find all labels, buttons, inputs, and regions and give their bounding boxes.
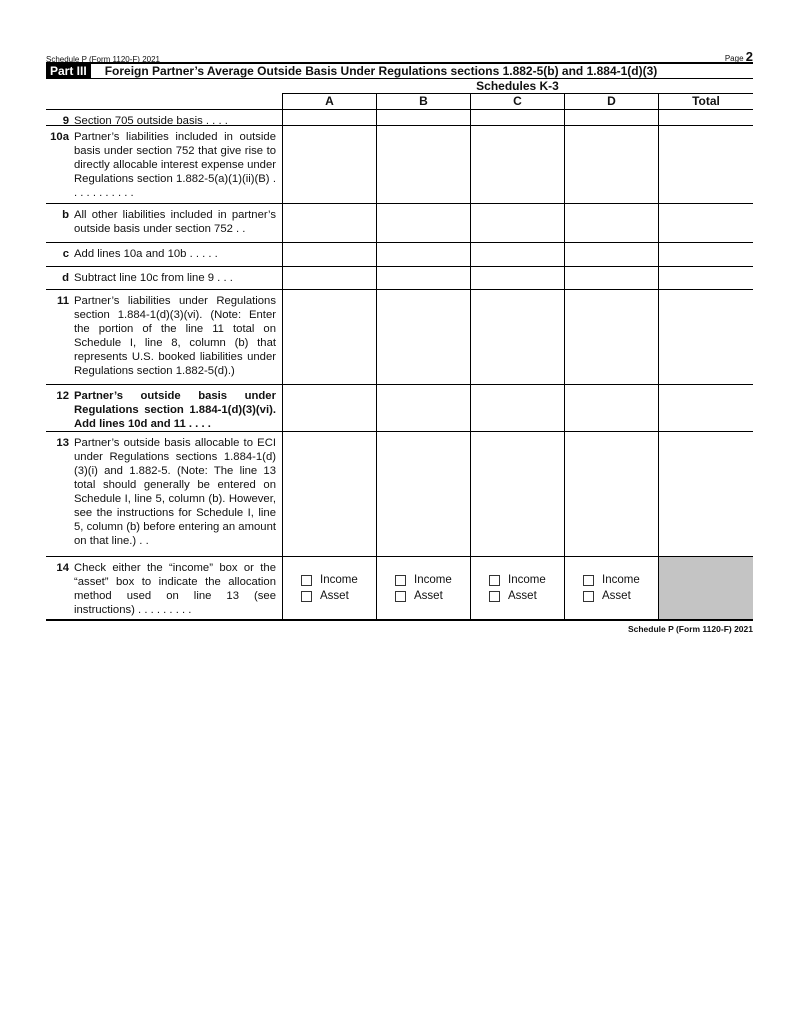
line-text: Check either the “income” box or the “asset” box to indicate the allocation method used on line 13 (see instructions) . . . . . . . . . bbox=[74, 562, 276, 616]
input-cell-b[interactable] bbox=[376, 267, 470, 289]
line-number: b bbox=[62, 209, 69, 221]
line-text: Partner’s liabilities under Regulations section 1.884-1(d)(3)(vi). (Note: Enter the portion of the line 11 total on Schedule I, line 8, column (b) that represents U.S. booked liabilities under Regulations section 1.882-5(d).) bbox=[74, 295, 276, 377]
input-cell-c[interactable] bbox=[470, 110, 564, 125]
line-label bbox=[46, 204, 282, 242]
income-checkbox-d[interactable]: Income bbox=[583, 574, 658, 586]
part-header bbox=[46, 62, 753, 79]
line-text: Partner’s outside basis under Regulations section 1.884-1(d)(3)(vi). Add lines 10d and 11 . . . . bbox=[74, 390, 276, 430]
line-label bbox=[46, 290, 282, 384]
input-cell-b[interactable] bbox=[376, 290, 470, 384]
input-cell-c[interactable] bbox=[470, 290, 564, 384]
input-cell-a[interactable] bbox=[282, 432, 376, 556]
input-cell-d[interactable] bbox=[564, 243, 658, 266]
method-cell-b bbox=[376, 557, 470, 619]
column-header-row bbox=[46, 94, 753, 110]
line-label bbox=[46, 432, 282, 556]
line-label bbox=[46, 126, 282, 203]
input-cell-d[interactable] bbox=[564, 126, 658, 203]
column-header-c: C bbox=[470, 94, 564, 109]
part-tag: Part III bbox=[46, 64, 91, 79]
input-cell-a[interactable] bbox=[282, 243, 376, 266]
line-number: 11 bbox=[57, 295, 69, 307]
income-checkbox-a[interactable]: Income bbox=[301, 574, 376, 586]
input-cell-total[interactable] bbox=[658, 432, 753, 556]
page-footer: Schedule P (Form 1120-F) 2021 bbox=[627, 624, 753, 634]
schedules-k3-header: Schedules K-3 bbox=[282, 79, 753, 94]
input-cell-total[interactable] bbox=[658, 243, 753, 266]
input-cell-c[interactable] bbox=[470, 385, 564, 431]
line-label bbox=[46, 557, 282, 619]
line-c-row bbox=[46, 243, 753, 267]
line-number: 13 bbox=[56, 437, 69, 449]
line-d-row bbox=[46, 267, 753, 290]
checkbox-icon[interactable] bbox=[395, 575, 406, 586]
line-text: Partner’s outside basis allocable to ECI under Regulations sections 1.884-1(d)(3)(i) and 1.882-5. (Note: The line 13 total should generally be entered on Schedule I, line 5, column (b). However, see the instructions for Schedule I, line 5, column (b) before entering an amount on that line.) . . bbox=[74, 437, 276, 547]
input-cell-b[interactable] bbox=[376, 110, 470, 125]
part-title: Foreign Partner’s Average Outside Basis Under Regulations sections 1.882-5(b) and 1.884-1(d)(3) bbox=[104, 64, 658, 78]
line-9-row bbox=[46, 110, 753, 126]
input-cell-d[interactable] bbox=[564, 432, 658, 556]
input-cell-c[interactable] bbox=[470, 432, 564, 556]
input-cell-a[interactable] bbox=[282, 126, 376, 203]
line-13-row bbox=[46, 432, 753, 557]
line-label bbox=[46, 385, 282, 431]
column-header-total: Total bbox=[658, 94, 753, 109]
line-number: 9 bbox=[62, 115, 69, 127]
line-14-row bbox=[46, 557, 753, 619]
asset-checkbox-b[interactable]: Asset bbox=[395, 590, 470, 602]
input-cell-total[interactable] bbox=[658, 290, 753, 384]
line-label bbox=[46, 110, 282, 125]
line-b-row bbox=[46, 204, 753, 243]
method-cell-a bbox=[282, 557, 376, 619]
input-cell-d[interactable] bbox=[564, 110, 658, 125]
column-header-d: D bbox=[564, 94, 658, 109]
input-cell-c[interactable] bbox=[470, 126, 564, 203]
line-number: c bbox=[62, 248, 69, 260]
checkbox-icon[interactable] bbox=[489, 591, 500, 602]
input-cell-total[interactable] bbox=[658, 204, 753, 242]
form-name: Schedule P (Form 1120-F) 2021 bbox=[46, 55, 160, 64]
line-number: 14 bbox=[56, 562, 69, 574]
page-number: 2 bbox=[745, 49, 753, 64]
checkbox-icon[interactable] bbox=[301, 591, 312, 602]
line-text: Subtract line 10c from line 9 . . . bbox=[74, 272, 233, 284]
input-cell-a[interactable] bbox=[282, 204, 376, 242]
input-cell-total[interactable] bbox=[658, 267, 753, 289]
line-12-row bbox=[46, 385, 753, 432]
checkbox-icon[interactable] bbox=[489, 575, 500, 586]
input-cell-total[interactable] bbox=[658, 126, 753, 203]
income-checkbox-b[interactable]: Income bbox=[395, 574, 470, 586]
asset-checkbox-c[interactable]: Asset bbox=[489, 590, 564, 602]
line-text: Section 705 outside basis . . . . bbox=[74, 115, 228, 127]
line-number: d bbox=[62, 272, 69, 284]
line-text: All other liabilities included in partner’s outside basis under section 752 . . bbox=[74, 209, 276, 235]
line-11-row bbox=[46, 290, 753, 385]
input-cell-total[interactable] bbox=[658, 385, 753, 431]
input-cell-c[interactable] bbox=[470, 204, 564, 242]
checkbox-icon[interactable] bbox=[395, 591, 406, 602]
input-cell-d[interactable] bbox=[564, 290, 658, 384]
line-label bbox=[46, 267, 282, 289]
input-cell-d[interactable] bbox=[564, 385, 658, 431]
line-text: Add lines 10a and 10b . . . . . bbox=[74, 248, 218, 260]
input-cell-b[interactable] bbox=[376, 126, 470, 203]
line-label bbox=[46, 243, 282, 266]
page-indicator: Page 2 bbox=[724, 49, 753, 64]
method-cell-c bbox=[470, 557, 564, 619]
form-table bbox=[46, 94, 753, 621]
input-cell-d[interactable] bbox=[564, 267, 658, 289]
income-checkbox-c[interactable]: Income bbox=[489, 574, 564, 586]
line-number: 12 bbox=[56, 390, 69, 402]
column-header-b: B bbox=[376, 94, 470, 109]
input-cell-total[interactable] bbox=[658, 110, 753, 125]
input-cell-b[interactable] bbox=[376, 432, 470, 556]
input-cell-b[interactable] bbox=[376, 243, 470, 266]
checkbox-icon[interactable] bbox=[301, 575, 312, 586]
input-cell-c[interactable] bbox=[470, 243, 564, 266]
line-number: 10a bbox=[50, 131, 69, 143]
column-header-a: A bbox=[282, 94, 376, 109]
line-text: Partner’s liabilities included in outside basis under section 752 that give rise to directly allocable interest expense under Regulations section 1.882-5(a)(1)(ii)(B) . . . . . . . . . . . bbox=[74, 131, 276, 199]
checkbox-icon[interactable] bbox=[583, 575, 594, 586]
shaded-cell-total bbox=[658, 557, 753, 619]
asset-checkbox-a[interactable]: Asset bbox=[301, 590, 376, 602]
line-10a-row bbox=[46, 126, 753, 204]
input-cell-a[interactable] bbox=[282, 110, 376, 125]
input-cell-a[interactable] bbox=[282, 290, 376, 384]
input-cell-a[interactable] bbox=[282, 385, 376, 431]
checkbox-icon[interactable] bbox=[583, 591, 594, 602]
asset-checkbox-d[interactable]: Asset bbox=[583, 590, 658, 602]
input-cell-b[interactable] bbox=[376, 204, 470, 242]
input-cell-d[interactable] bbox=[564, 204, 658, 242]
method-cell-d bbox=[564, 557, 658, 619]
input-cell-a[interactable] bbox=[282, 267, 376, 289]
input-cell-b[interactable] bbox=[376, 385, 470, 431]
input-cell-c[interactable] bbox=[470, 267, 564, 289]
